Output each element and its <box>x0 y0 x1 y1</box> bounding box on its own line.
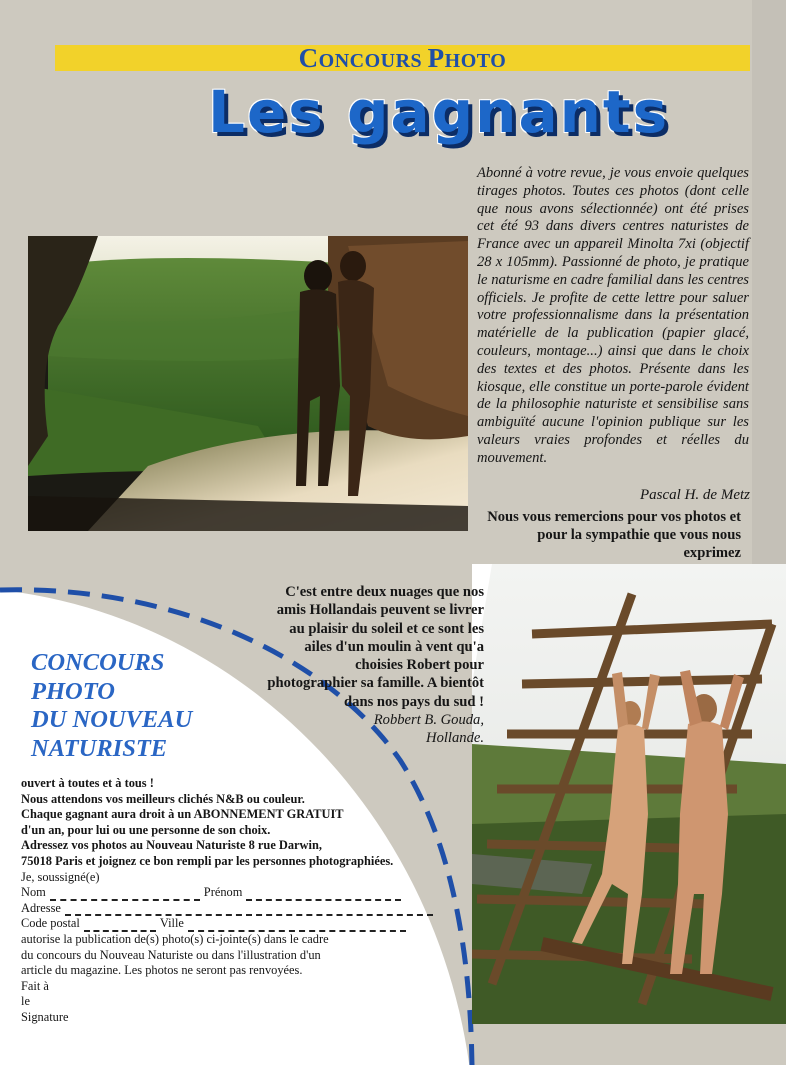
fait-a-label: Fait à <box>21 978 49 993</box>
address-row <box>21 901 461 917</box>
form-intro-line: Nous attendons vos meilleurs clichés N&B ou couleur. <box>21 791 305 806</box>
section-banner <box>55 45 750 71</box>
prenom-field[interactable] <box>246 889 401 901</box>
page-edge <box>752 0 786 564</box>
le-label: le <box>21 994 30 1009</box>
credit-place: Hollande. <box>426 730 484 746</box>
form-terms-line: du concours du Nouveau Naturiste ou dans l'illustration d'un <box>21 947 321 962</box>
form-terms-line: autorise la publication de(s) photo(s) ci-jointe(s) dans le cadre <box>21 931 329 946</box>
adresse-field[interactable] <box>65 904 433 916</box>
reader-letter: Abonné à votre revue, je vous envoie quelques tirages photos. Toutes ces photos (dont celle que nous avons sélectionnée) ont été prises cet été 93 dans divers centres naturistes de France avec un appareil Minolta 7xi (objectif 28 x 105mm). Passionné de photo, je pratique le naturisme en cadre familial dans les centres officiels. Je profite de cette lettre pour saluer votre professionnalisme dans la présentation matérielle de la publication (papier glacé, couleurs, montage...) ainsi que dans le choix des textes et des photos. Présente dans les kiosque, elle constitue un porte-parole évident de la philosophie naturiste et sensibilise sans ambiguïté aucune l'opinion publique sur les valeurs vraies profondes et réelles du mouvement. <box>477 165 749 466</box>
letter-signature: Pascal H. de Metz <box>640 487 750 503</box>
nom-field[interactable] <box>50 889 200 901</box>
form-terms-line: article du magazine. Les photos ne seront pas renvoyées. <box>21 963 303 978</box>
name-row <box>21 885 461 901</box>
canyon-photo <box>28 236 468 531</box>
form-intro-line: 75018 Paris et joignez ce bon rempli par les personnes photographiées. <box>21 853 394 868</box>
form-intro-line: Chaque gagnant aura droit à un ABONNEMENT GRATUIT <box>21 807 344 822</box>
headline: Les gagnants <box>208 78 670 146</box>
form-intro-line: d'un an, pour lui ou une personne de son choix. <box>21 822 271 837</box>
contest-title <box>31 649 271 763</box>
form-je-label: Je, soussigné(e) <box>21 869 100 884</box>
caption-credit <box>300 711 484 747</box>
credit-name: Robbert B. Gouda, <box>373 712 484 728</box>
ville-label: Ville <box>159 916 184 931</box>
code-postal-field[interactable] <box>84 920 156 932</box>
editor-reply: Nous vous remercions pour vos photos et pour la sympathie que vous nous exprimez <box>487 509 741 561</box>
prenom-label: Prénom <box>203 885 243 900</box>
form-intro-line: ouvert à toutes et à tous ! <box>21 776 154 790</box>
city-row <box>21 916 461 932</box>
contest-title-line: CONCOURS <box>31 649 165 676</box>
entry-form <box>21 776 461 1026</box>
ville-field[interactable] <box>188 920 406 932</box>
contest-title-line: DU NOUVEAU <box>31 706 193 733</box>
code-postal-label: Code postal <box>21 916 80 931</box>
form-intro-line: Adressez vos photos au Nouveau Naturiste 8 rue Darwin, <box>21 838 322 853</box>
windmill-photo <box>472 564 786 1024</box>
adresse-label: Adresse <box>21 900 61 915</box>
section-title: CONCOURS PHOTO <box>298 43 507 73</box>
contest-title-line: NATURISTE <box>31 734 168 762</box>
contest-title-line: PHOTO <box>31 677 115 705</box>
photo-caption: C'est entre deux nuages que nos amis Hollandais peuvent se livrer au plaisir du soleil et ce sont les ailes d'un moulin à vent qu'a choisies Robert pour photographier sa famille. A bientôt dans nos pays du sud ! <box>267 584 484 710</box>
signature-label: Signature <box>21 1009 69 1024</box>
nom-label: Nom <box>21 885 46 900</box>
